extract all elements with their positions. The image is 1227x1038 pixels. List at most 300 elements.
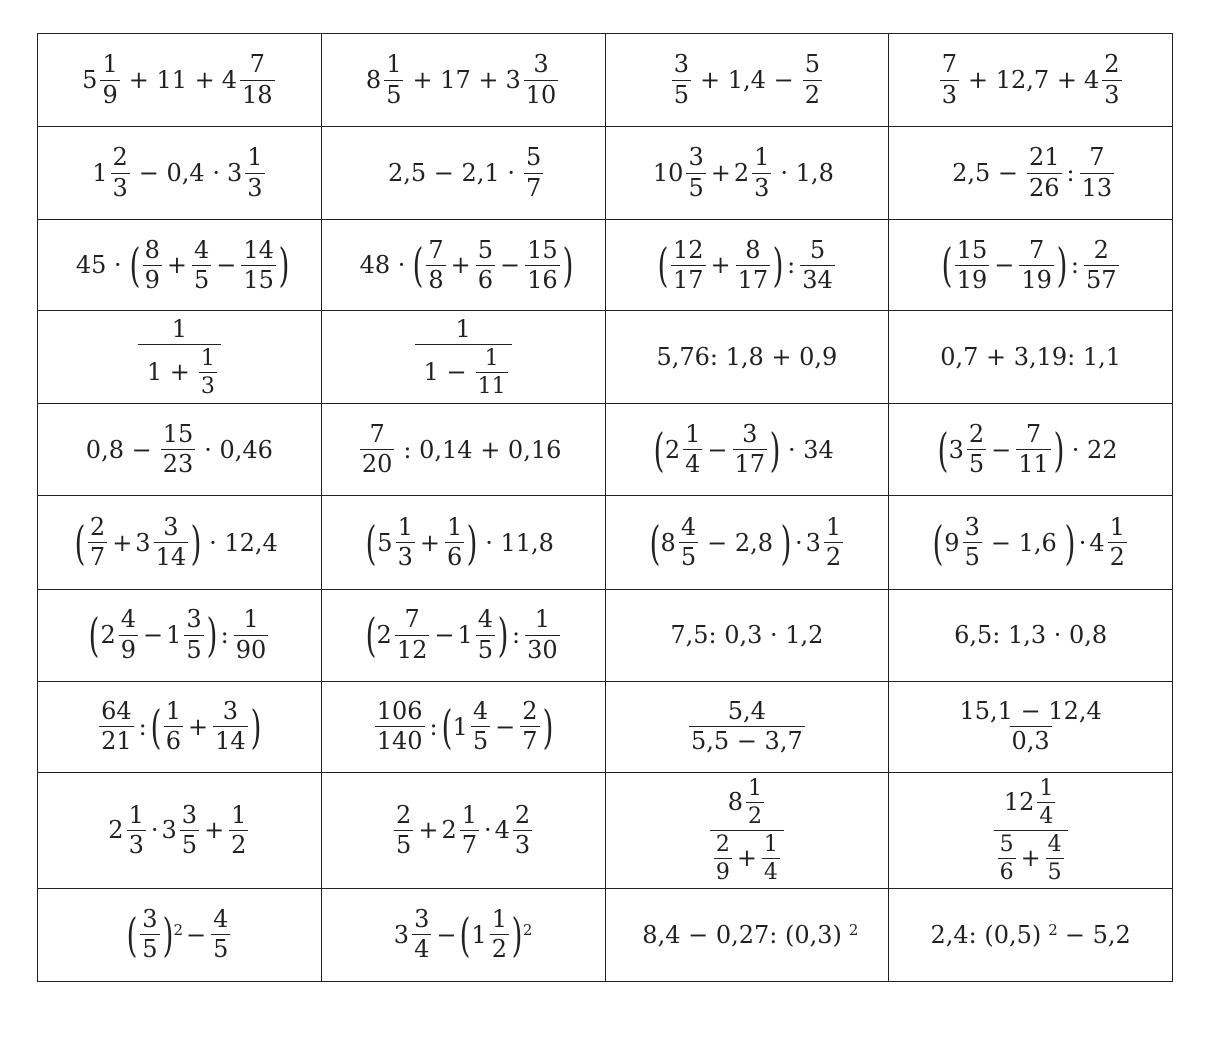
expression xyxy=(933,343,1128,372)
denominator: 3 xyxy=(941,80,958,109)
numerator: 1 xyxy=(128,800,144,829)
fraction xyxy=(375,699,425,754)
mixed-number xyxy=(135,512,190,572)
right-paren: ) xyxy=(1064,515,1076,570)
table-row xyxy=(38,681,1173,772)
mixed-number xyxy=(996,833,1018,884)
expression-cell xyxy=(889,589,1173,681)
fraction xyxy=(143,235,162,294)
expression-cell xyxy=(321,888,605,981)
expression xyxy=(365,512,561,572)
exponent: 2 xyxy=(173,921,184,940)
numerator: 8 xyxy=(745,235,761,264)
math-text: 2,5 − xyxy=(952,159,1018,188)
mixed-number xyxy=(1078,145,1117,200)
expression xyxy=(353,235,574,294)
fraction xyxy=(1037,777,1055,828)
left-paren: ( xyxy=(365,608,376,663)
numerator: 1 xyxy=(446,512,463,541)
math-text: · 1,8 xyxy=(780,159,834,188)
expression xyxy=(136,314,223,399)
expression-cell xyxy=(889,888,1173,981)
numerator: 3 xyxy=(673,50,690,79)
right-paren: ) xyxy=(772,238,784,293)
fraction xyxy=(234,607,269,662)
mixed-number xyxy=(394,907,434,962)
math-text: + xyxy=(710,251,731,280)
numerator: 3 xyxy=(186,605,202,634)
whole-part: 8 xyxy=(365,66,382,95)
whole-part: 5 xyxy=(82,66,98,95)
right-paren: ) xyxy=(250,699,262,754)
whole-part: 2 xyxy=(733,159,750,188)
whole-part: 3 xyxy=(805,528,821,557)
left-paren: ( xyxy=(657,238,669,293)
numerator: 2 xyxy=(396,800,412,829)
numerator: 5 xyxy=(525,143,542,172)
whole-part: 2 xyxy=(108,816,124,845)
mixed-number xyxy=(209,907,232,962)
numerator: 12 xyxy=(672,235,704,264)
fraction xyxy=(525,235,560,294)
fraction xyxy=(100,52,119,107)
mixed-number xyxy=(161,800,202,859)
expression-cell xyxy=(889,127,1173,220)
numerator: 5 xyxy=(999,831,1014,857)
mixed-number xyxy=(956,699,1106,754)
exponent: 2 xyxy=(848,921,859,940)
math-text: − xyxy=(991,435,1012,464)
math-text: − xyxy=(994,251,1015,280)
fraction xyxy=(471,699,490,754)
fraction xyxy=(119,607,138,662)
expression-cell xyxy=(321,772,605,888)
fraction xyxy=(1102,52,1121,107)
numerator: 1 xyxy=(461,800,477,829)
whole-part: 4 xyxy=(221,66,238,95)
numerator: 3 xyxy=(163,512,179,541)
numerator: 1 xyxy=(825,512,842,541)
table-row xyxy=(38,34,1173,127)
denominator: 7 xyxy=(525,173,542,202)
denominator: 12 xyxy=(396,635,428,664)
denominator: 5 xyxy=(968,450,985,479)
mixed-number xyxy=(1084,52,1124,107)
expression-cell xyxy=(605,404,889,496)
math-text: + xyxy=(419,528,440,557)
mixed-number xyxy=(1004,777,1058,828)
whole-part: 1 xyxy=(452,712,468,741)
mixed-number xyxy=(494,800,535,859)
numerator: 7 xyxy=(941,50,958,79)
mixed-number xyxy=(474,347,510,398)
mixed-number xyxy=(86,512,109,572)
numerator: 4 xyxy=(213,905,229,934)
expression xyxy=(653,145,841,200)
fraction xyxy=(1108,512,1127,572)
expression-cell xyxy=(321,404,605,496)
numerator: 7 xyxy=(249,50,265,79)
mixed-number xyxy=(358,422,397,477)
fraction xyxy=(520,699,539,754)
math-text: : xyxy=(787,251,796,280)
expression-cell xyxy=(38,220,322,311)
denominator: 5 xyxy=(673,80,690,109)
denominator: 5 xyxy=(1047,859,1062,885)
expression xyxy=(653,422,841,477)
math-text: + xyxy=(188,712,209,741)
expression xyxy=(126,907,232,962)
whole-part: 3 xyxy=(226,159,243,188)
fraction xyxy=(360,422,395,477)
numerator: 1 xyxy=(102,50,118,79)
fraction xyxy=(1046,833,1064,884)
mixed-number xyxy=(669,235,708,294)
math-text: 7,5: 0,3 · 1,2 xyxy=(670,621,824,650)
denominator: 5 xyxy=(477,635,494,664)
numerator: 14 xyxy=(243,235,274,264)
expression xyxy=(392,800,534,859)
whole-part: 3 xyxy=(393,920,410,949)
math-text: 0,8 − xyxy=(85,435,152,464)
denominator: 9 xyxy=(715,859,730,885)
denominator: 3 xyxy=(247,173,263,202)
expression xyxy=(649,343,844,372)
table-row xyxy=(38,127,1173,220)
denominator: 0,3 xyxy=(1011,727,1050,756)
fraction xyxy=(1084,235,1119,294)
math-text: 0,7 + 3,19: 1,1 xyxy=(940,343,1122,372)
mixed-number xyxy=(953,235,992,294)
expression-cell xyxy=(605,127,889,220)
math-text: 48 · xyxy=(359,251,406,280)
denominator: 3 xyxy=(1104,80,1120,109)
numerator: 7 xyxy=(404,605,420,634)
numerator: 1 xyxy=(397,512,413,541)
numerator xyxy=(1002,777,1060,830)
math-text: + xyxy=(710,159,731,188)
fraction xyxy=(229,800,248,859)
mixed-number xyxy=(1025,145,1064,200)
math-text: : xyxy=(220,621,229,650)
mixed-number xyxy=(938,52,961,107)
denominator: 4 xyxy=(685,450,701,479)
numerator: 3 xyxy=(533,50,549,79)
expression xyxy=(670,52,824,107)
fraction xyxy=(245,145,264,200)
denominator: 4 xyxy=(1039,803,1054,829)
mixed-number xyxy=(82,52,122,107)
fraction xyxy=(490,907,509,962)
denominator: 57 xyxy=(1085,265,1117,294)
fraction xyxy=(513,800,532,859)
mixed-number xyxy=(1082,235,1121,294)
fraction xyxy=(752,145,771,200)
mixed-number xyxy=(108,800,148,859)
fraction xyxy=(524,145,543,200)
whole-part: 3 xyxy=(948,435,964,464)
denominator: 7 xyxy=(89,543,106,572)
mixed-number xyxy=(377,607,432,662)
numerator: 5,4 xyxy=(727,697,766,726)
denominator: 2 xyxy=(748,803,762,829)
numerator: 4 xyxy=(472,697,489,726)
right-paren: ) xyxy=(1056,238,1068,293)
fraction xyxy=(1016,422,1051,477)
math-text: · xyxy=(794,528,803,557)
denominator: 3 xyxy=(514,830,531,859)
denominator: 5 xyxy=(194,265,210,294)
denominator: 6 xyxy=(446,543,463,572)
numerator: 1 xyxy=(200,345,215,371)
mixed-number xyxy=(227,800,250,859)
denominator: 19 xyxy=(1021,265,1052,294)
mixed-number xyxy=(712,833,734,884)
right-paren: ) xyxy=(511,907,523,962)
table-row xyxy=(38,496,1173,589)
left-paren: ( xyxy=(126,907,138,962)
mixed-number xyxy=(708,777,786,884)
numerator: 1 xyxy=(243,605,259,634)
fraction xyxy=(161,422,196,477)
fraction xyxy=(240,52,275,107)
expression xyxy=(108,800,250,859)
numerator: 15 xyxy=(956,235,988,264)
fraction xyxy=(140,907,159,962)
mixed-number xyxy=(92,145,132,200)
right-paren: ) xyxy=(1053,422,1065,477)
math-text: − xyxy=(434,621,455,650)
expression xyxy=(373,699,554,754)
expression xyxy=(956,699,1106,754)
whole-part: 10 xyxy=(652,159,684,188)
left-paren: ( xyxy=(74,515,86,570)
mixed-number xyxy=(474,235,497,294)
whole-part: 3 xyxy=(505,66,521,95)
math-text: − xyxy=(186,920,207,949)
expression xyxy=(937,422,1125,477)
math-text: − xyxy=(436,920,457,949)
right-paren: ) xyxy=(542,699,553,754)
fraction xyxy=(679,512,698,572)
denominator: 15 xyxy=(243,265,274,294)
mixed-number xyxy=(949,422,989,477)
fraction xyxy=(396,512,415,572)
mixed-number xyxy=(197,347,219,398)
mixed-number xyxy=(441,800,481,859)
expression-cell xyxy=(605,772,889,888)
numerator: 64 xyxy=(101,697,132,726)
fraction xyxy=(111,145,130,200)
numerator: 1 xyxy=(165,697,181,726)
math-text: + xyxy=(450,251,471,280)
mixed-number xyxy=(159,422,198,477)
math-text: : xyxy=(429,712,438,741)
denominator: 9 xyxy=(120,635,136,664)
fraction xyxy=(955,235,990,294)
math-text: 45 · xyxy=(75,251,122,280)
math-text: 2,5 − 2,1 · xyxy=(388,159,515,188)
left-paren: ( xyxy=(365,515,377,570)
fraction xyxy=(412,907,431,962)
denominator: 5 xyxy=(680,543,697,572)
expression-cell xyxy=(38,496,322,589)
exponent: 2 xyxy=(1048,921,1058,940)
numerator: 15 xyxy=(527,235,558,264)
math-text: + 12,7 + xyxy=(968,66,1077,95)
numerator: 4 xyxy=(477,605,494,634)
denominator: 5 xyxy=(213,935,229,964)
numerator: 1 xyxy=(231,800,247,829)
denominator: 6 xyxy=(165,727,181,756)
expression xyxy=(941,235,1121,294)
whole-part: 2 xyxy=(664,435,681,464)
fraction xyxy=(180,800,199,859)
table-row xyxy=(38,311,1173,404)
fraction xyxy=(127,800,146,859)
denominator: 26 xyxy=(1028,173,1060,202)
denominator: 2 xyxy=(231,830,247,859)
expression-cell xyxy=(889,220,1173,311)
mixed-number xyxy=(162,699,185,754)
fraction xyxy=(184,607,203,662)
expression xyxy=(945,145,1116,200)
numerator: 3 xyxy=(742,420,758,449)
fraction xyxy=(683,422,702,477)
expression-cell xyxy=(321,496,605,589)
whole-part: 8 xyxy=(727,787,743,816)
denominator: 3 xyxy=(128,830,144,859)
right-paren: ) xyxy=(562,238,574,293)
numerator: 15 xyxy=(162,420,194,449)
numerator: 1 xyxy=(748,775,762,801)
mixed-number xyxy=(424,235,447,294)
expression-cell xyxy=(889,772,1173,888)
numerator: 3 xyxy=(964,512,980,541)
denominator xyxy=(415,344,512,398)
whole-part: 9 xyxy=(944,528,960,557)
mixed-number xyxy=(166,607,206,662)
numerator: 2 xyxy=(514,800,531,829)
numerator: 1 xyxy=(685,420,701,449)
denominator: 17 xyxy=(672,265,704,294)
expression xyxy=(708,777,786,884)
denominator: 34 xyxy=(802,265,833,294)
mixed-number xyxy=(760,833,782,884)
right-paren: ) xyxy=(780,515,792,570)
numerator: 2 xyxy=(112,143,128,172)
denominator: 2 xyxy=(825,543,842,572)
math-text: : 0,14 + 0,16 xyxy=(403,435,562,464)
mixed-number xyxy=(801,52,824,107)
fraction xyxy=(525,607,560,662)
expression xyxy=(649,512,846,572)
math-text: · 0,46 xyxy=(204,435,273,464)
mixed-number xyxy=(232,607,271,662)
mixed-number xyxy=(523,235,562,294)
expression xyxy=(932,512,1129,572)
expression xyxy=(365,607,562,662)
expression-cell xyxy=(889,496,1173,589)
fraction xyxy=(199,347,217,398)
denominator: 5 xyxy=(472,727,489,756)
denominator: 9 xyxy=(144,265,160,294)
numerator: 3 xyxy=(688,143,704,172)
mixed-number xyxy=(728,777,766,828)
numerator: 2 xyxy=(968,420,985,449)
left-paren: ( xyxy=(150,699,162,754)
mixed-number xyxy=(453,699,493,754)
expression xyxy=(97,699,261,754)
fraction xyxy=(1080,145,1115,200)
denominator: 2 xyxy=(1109,543,1125,572)
numerator: 106 xyxy=(376,697,423,726)
numerator: 2 xyxy=(715,831,730,857)
denominator: 2 xyxy=(804,80,820,109)
whole-part: 2 xyxy=(376,621,392,650)
expression-cell xyxy=(889,404,1173,496)
whole-part: 3 xyxy=(135,528,151,557)
mixed-number xyxy=(944,512,984,572)
expression-cell xyxy=(605,220,889,311)
denominator: 5 xyxy=(181,830,198,859)
math-text: − xyxy=(495,712,516,741)
fraction xyxy=(958,699,1104,754)
denominator: 11 xyxy=(1018,450,1049,479)
exponent: 2 xyxy=(522,921,533,940)
numerator: 7 xyxy=(428,235,444,264)
mixed-number xyxy=(366,52,406,107)
expression-cell xyxy=(889,681,1173,772)
whole-part: 4 xyxy=(1083,66,1100,95)
left-paren: ( xyxy=(89,608,100,663)
math-text: · xyxy=(1078,528,1087,557)
fraction xyxy=(800,235,835,294)
exercise-table xyxy=(37,33,1173,982)
denominator: 5 xyxy=(964,543,980,572)
expression-cell xyxy=(321,311,605,404)
math-text: + xyxy=(418,816,439,845)
denominator: 4 xyxy=(414,935,430,964)
expression-cell xyxy=(321,681,605,772)
numerator: 4 xyxy=(120,605,136,634)
numerator: 5 xyxy=(477,235,494,264)
fraction xyxy=(460,800,479,859)
mixed-number xyxy=(734,235,773,294)
numerator: 2 xyxy=(89,512,106,541)
numerator: 5 xyxy=(804,50,820,79)
denominator: 30 xyxy=(527,635,558,664)
numerator: 7 xyxy=(1025,420,1042,449)
denominator xyxy=(994,830,1068,884)
fraction xyxy=(384,52,403,107)
fraction xyxy=(476,235,495,294)
fraction xyxy=(994,777,1068,884)
mixed-number xyxy=(734,145,774,200)
mixed-number xyxy=(138,907,161,962)
left-paren: ( xyxy=(412,238,424,293)
math-text: − 1,6 xyxy=(990,528,1057,557)
numerator: 1 xyxy=(455,314,471,343)
denominator: 2 xyxy=(491,935,507,964)
mixed-number xyxy=(522,145,545,200)
math-text: · 22 xyxy=(1071,435,1118,464)
math-text: − 2,8 xyxy=(707,528,773,557)
expression-cell xyxy=(38,34,322,127)
math-text: 2,4: (0,5) xyxy=(930,920,1042,949)
mixed-number xyxy=(805,512,846,572)
whole-part: 1 xyxy=(471,920,487,949)
